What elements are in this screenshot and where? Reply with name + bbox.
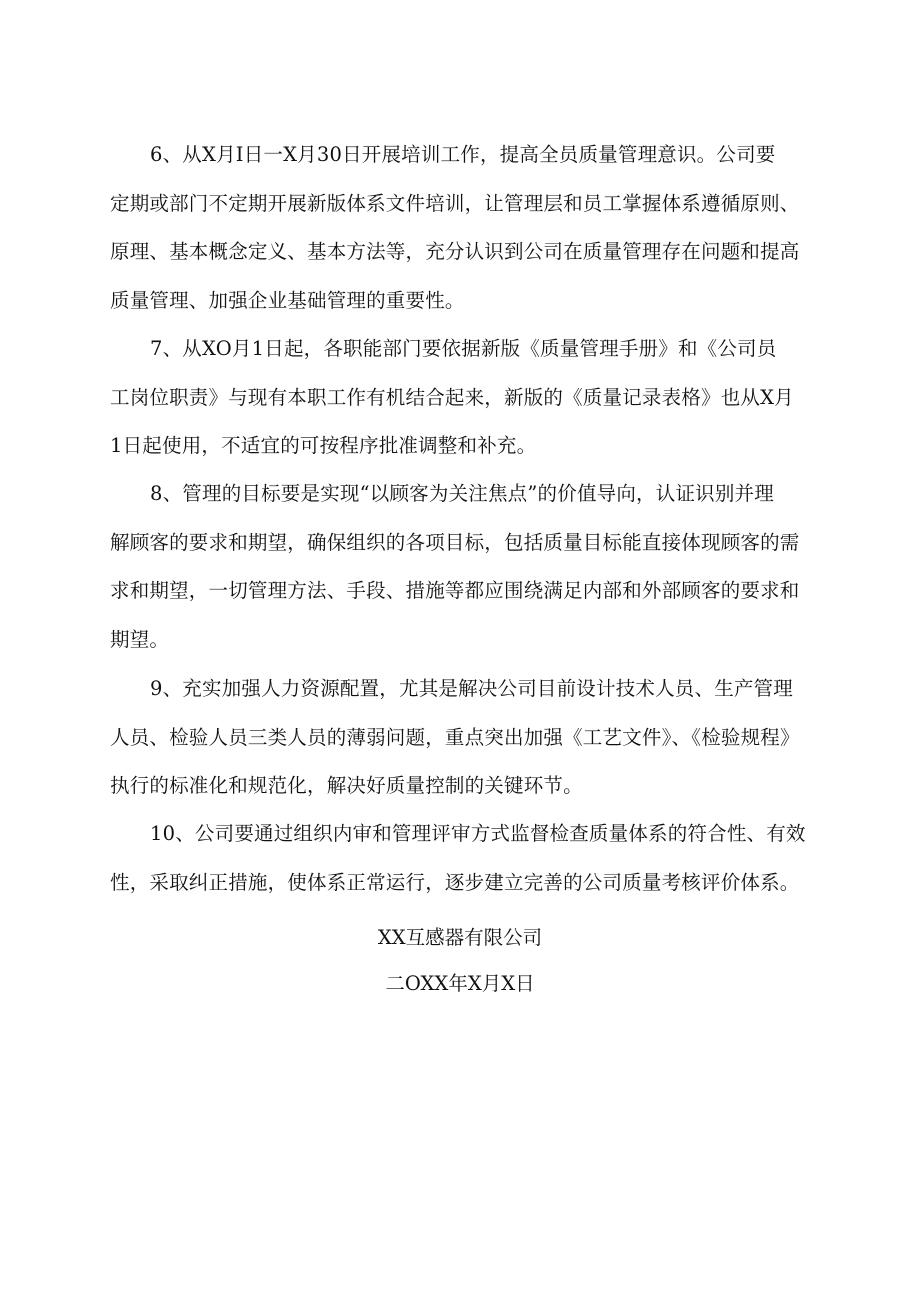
paragraph-line: 8、管理的目标要是实现“以顾客为关注焦点”的价值导向，认证识别并理 xyxy=(150,482,774,505)
paragraph-line: 定期或部门不定期开展新版体系文件培训，让管理层和员工掌握体系遵循原则、 xyxy=(110,191,800,215)
paragraph-line: 9、充实加强人力资源配置，尤其是解决公司目前设计技术人员、生产管理 xyxy=(150,677,794,700)
signature-company: XX互感器有限公司 xyxy=(377,926,543,949)
paragraph-7 xyxy=(110,325,835,471)
paragraph-line: 执行的标准化和规范化，解决好质量控制的关键环节。 xyxy=(110,774,583,797)
paragraph-line: 原理、基本概念定义、基本方法等，充分认识到公司在质量管理存在问题和提高 xyxy=(110,240,800,263)
paragraph-10 xyxy=(110,810,835,907)
paragraph-8 xyxy=(110,470,835,664)
paragraph-line: 解顾客的要求和期望，确保组织的各项目标，包括质量目标能直接体现顾客的需 xyxy=(110,530,800,554)
paragraph-line: 求和期望，一切管理方法、手段、措施等都应围绕满足内部和外部顾客的要求和 xyxy=(110,579,800,602)
paragraph-6 xyxy=(110,131,835,325)
paragraph-line: 6、从X月I日一X月30日开展培训工作，提高全员质量管理意识。公司要 xyxy=(150,143,776,166)
paragraph-line: 7、从XO月1日起，各职能部门要依据新版《质量管理手册》和《公司员 xyxy=(150,337,777,360)
paragraph-line: 10、公司要通过组织内审和管理评审方式监督检查质量体系的符合性、有效 xyxy=(150,822,806,845)
paragraph-line: 质量管理、加强企业基础管理的重要性。 xyxy=(110,288,465,312)
signature-date: 二OXX年X月X日 xyxy=(385,972,535,995)
paragraph-line: 期望。 xyxy=(110,627,170,651)
paragraph-9 xyxy=(110,665,835,811)
paragraph-line: 性，采取纠正措施，使体系正常运行，逐步建立完善的公司质量考核评价体系。 xyxy=(110,870,800,894)
paragraph-line: 人员、检验人员三类人员的薄弱问题，重点突出加强《工艺文件》、《检验规程》 xyxy=(110,725,800,749)
paragraph-line: 工岗位职责》与现有本职工作有机结合起来，新版的《质量记录表格》也从X月 xyxy=(110,385,794,409)
paragraph-line: 1日起使用，不适宜的可按程序批准调整和补充。 xyxy=(110,434,537,457)
